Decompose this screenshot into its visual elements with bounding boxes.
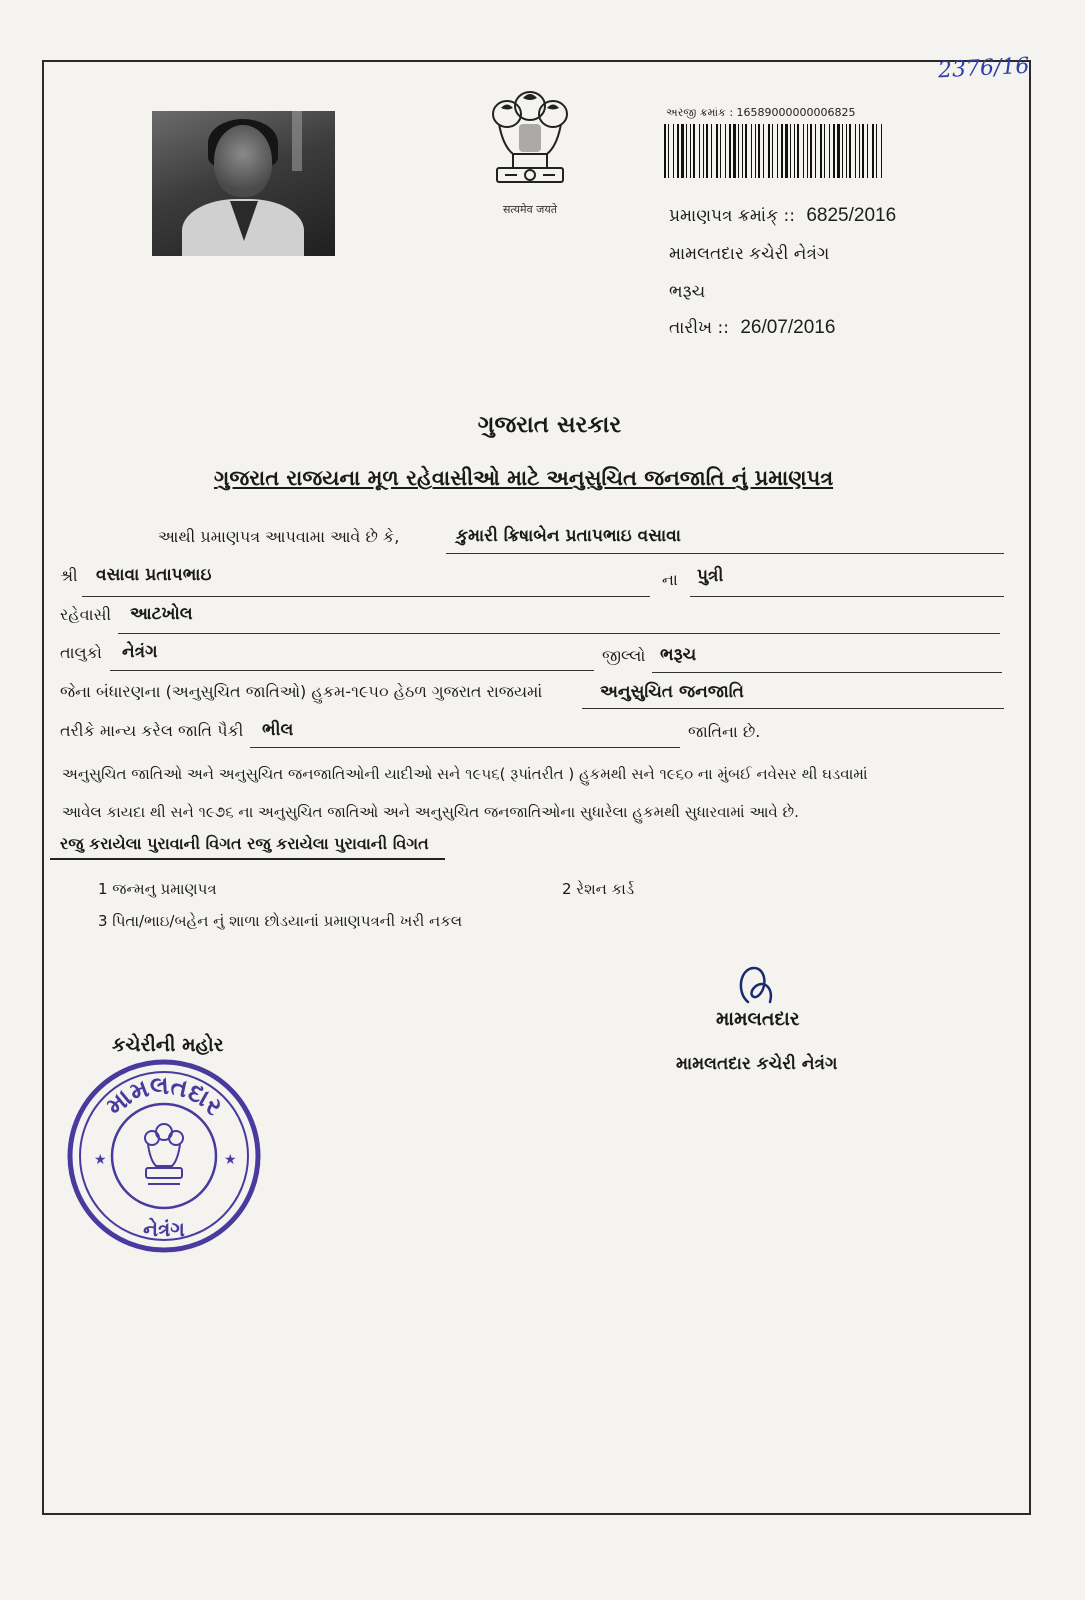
recognized-label: તરીકે માન્ય કરેલ જાતિ પૈકી: [60, 721, 244, 740]
document-item-2: 2 રેશન કાર્ડ: [562, 880, 635, 898]
father-name: વસાવા પ્રતાપભાઇ: [96, 565, 212, 585]
seal-label: કચેરીની મહોર: [112, 1034, 224, 1056]
village: આટખોલ: [130, 604, 193, 624]
seal-bottom-text: નેત્રંગ: [143, 1217, 185, 1241]
constitution-label: જેના બંધારણના (અનુસુચિત જાતિઓ) હુકમ-૧૯૫૦ હેઠળ ગુજરાત રાજયમાં: [60, 682, 543, 701]
document-item-3: 3 પિતા/ભાઇ/બહેન નું શાળા છોડયાનાં પ્રમાણપત્રની ખરી નકલ: [98, 912, 463, 930]
svg-text:★: ★: [224, 1152, 237, 1168]
emblem-motto: सत्यमेव जयते: [502, 203, 557, 216]
svg-text:★: ★: [94, 1152, 107, 1168]
issue-date: 26/07/2016: [740, 317, 836, 338]
issue-date-row: [669, 317, 835, 339]
certificate-number: 6825/2016: [806, 205, 897, 226]
barcode: [664, 124, 884, 178]
legal-paragraph-line-2: આવેલ કાયદા થી સને ૧૯૭૬ ના અનુસુચિત જાતિઓ અને અનુસુચિત જનજાતિઓના સુધારેલા હુકમથી સુધારવામાં આવે છે.: [62, 803, 799, 821]
application-number: અરજી ક્રમાંક : 16589000000006825: [666, 106, 856, 119]
legal-paragraph-line-1: અનુસુચિત જાતિઓ અને અનુસુચિત જનજાતિઓની યાદીઓ સને ૧૯૫૬( રૂપાંતરીત ) હુકમથી સને ૧૯૬૦ ના મુંબઈ નવેસર થી ઘડવામાં: [62, 765, 868, 783]
svg-text:મામલતદાર: [100, 1071, 228, 1121]
category: અનુસુચિત જનજાતિ: [600, 682, 744, 702]
document-item-1: 1 જન્મનુ પ્રમાણપત્ર: [98, 880, 217, 898]
na-label: ના: [662, 570, 678, 589]
issuing-office: મામલતદાર કચેરી નેત્રંગ: [669, 244, 830, 264]
seal-top-text: મામલતદાર: [100, 1070, 229, 1121]
district-label: જીલ્લો: [602, 646, 646, 665]
district: ભરૂચ: [660, 645, 697, 665]
taluka: નેત્રંગ: [122, 642, 158, 662]
applicant-photo: [152, 111, 335, 256]
handwritten-number: 2376/16: [937, 53, 1030, 84]
signatory-title: મામલતદાર: [716, 1008, 800, 1030]
seal-emblem-icon: [145, 1124, 183, 1184]
certificate-number-row: [669, 205, 896, 227]
state-emblem-icon: [483, 84, 577, 196]
shri-label: શ્રી: [60, 566, 78, 585]
applicant-name: કુમારી ક્રિષાબેન પ્રતાપભાઇ વસાવા: [456, 526, 681, 546]
documents-heading: રજુ કરાયેલા પુરાવાની વિગત રજુ કરાયેલા પુરાવાની વિગત: [60, 834, 429, 853]
certificate-number-label: પ્રમાણપત્ર ક્રમાંક્ ::: [669, 206, 795, 226]
resident-label: રહેવાસી: [60, 605, 112, 624]
caste-suffix: જાતિના છે.: [688, 722, 761, 741]
intro-label: આથી પ્રમાણપત્ર આપવામા આવે છે કે,: [158, 527, 400, 546]
certificate-title: ગુજરાત રાજયના મૂળ રહેવાસીઓ માટે અનુસુચિત જનજાતિ નું પ્રમાણપત્ર: [214, 466, 834, 490]
government-title: ગુજરાત સરકાર: [477, 412, 622, 438]
issue-date-label: તારીખ ::: [669, 318, 729, 338]
issuing-district: ભરૂચ: [669, 282, 706, 302]
caste: ભીલ: [262, 720, 294, 740]
relation: પુત્રી: [697, 566, 724, 586]
office-seal: [64, 1056, 264, 1256]
taluka-label: તાલુકો: [60, 643, 102, 662]
signature: [734, 962, 780, 1012]
signatory-office: મામલતદાર કચેરી નેત્રંગ: [676, 1054, 838, 1074]
